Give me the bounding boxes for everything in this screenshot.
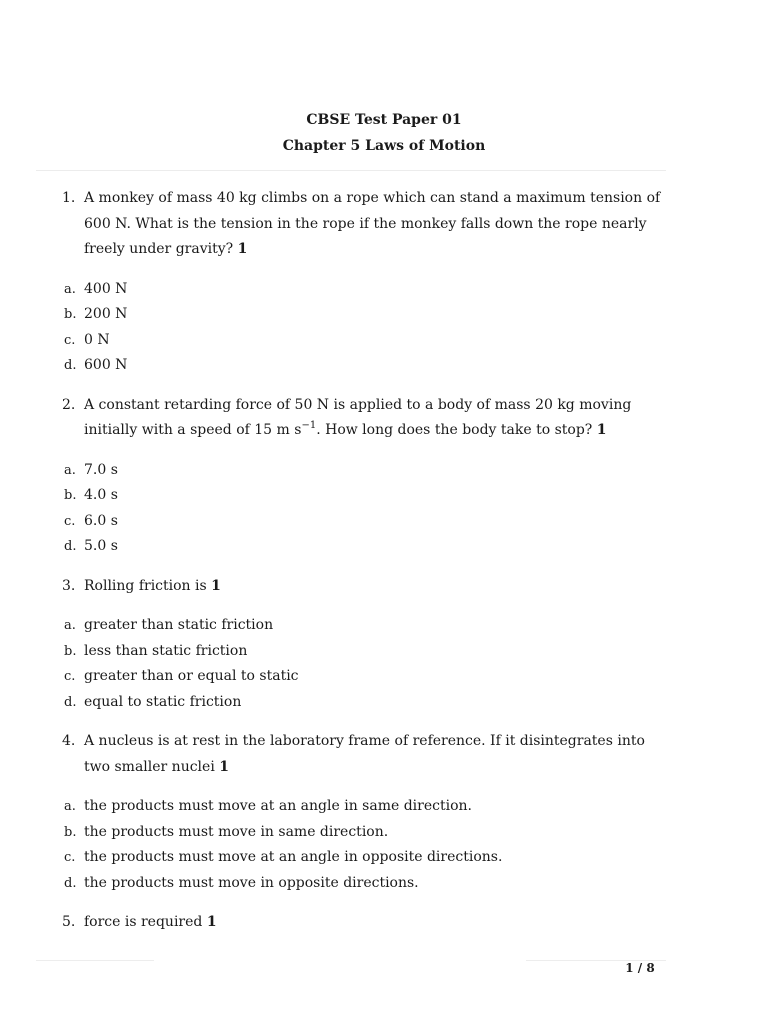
- option-text: 600 N: [84, 357, 128, 373]
- option-text: 200 N: [84, 306, 128, 322]
- option-letter: d.: [64, 875, 77, 891]
- page-number: 1 / 8: [625, 961, 655, 975]
- option-c: [62, 509, 662, 535]
- question-text: A monkey of mass 40 kg climbs on a rope which can stand a maximum tension of 600 N. What is the tension in the rope if the monkey falls down the rope nearly freely under gravity?: [84, 190, 661, 257]
- header-divider: [36, 170, 666, 171]
- option-letter: a.: [64, 618, 76, 633]
- question-number: 4.: [62, 733, 76, 749]
- option-letter: b.: [64, 824, 77, 840]
- option-list: [62, 794, 662, 896]
- option-a: [62, 277, 662, 303]
- option-b: [62, 820, 662, 846]
- option-text: the products must move at an angle in same direction.: [84, 798, 472, 814]
- marks-label: 1: [219, 758, 229, 775]
- option-d: [62, 353, 662, 379]
- option-b: [62, 639, 662, 665]
- question-text-end: . How long does the body take to stop?: [316, 422, 593, 438]
- option-letter: d.: [64, 694, 77, 710]
- option-text: the products must move in opposite directions.: [84, 874, 419, 891]
- question-number: 2.: [62, 396, 76, 413]
- question-number: 5.: [62, 914, 76, 930]
- option-letter: c.: [64, 669, 76, 684]
- footer-rule-left: [36, 960, 154, 961]
- option-c: [62, 328, 662, 354]
- option-text: the products must move in same direction.: [84, 823, 389, 840]
- question-1: [62, 186, 662, 379]
- option-letter: a.: [64, 462, 76, 478]
- question-text: force is required: [84, 914, 203, 930]
- question-number: 3.: [62, 577, 76, 594]
- option-a: [62, 613, 662, 639]
- option-text: greater than or equal to static: [84, 668, 299, 684]
- option-d: [62, 690, 662, 716]
- option-text: equal to static friction: [84, 693, 242, 710]
- question-text: Rolling friction is: [84, 577, 207, 594]
- option-b: [62, 302, 662, 328]
- option-letter: b.: [64, 488, 77, 503]
- option-text: 6.0 s: [84, 512, 118, 529]
- option-letter: a.: [64, 281, 76, 297]
- option-letter: c.: [64, 513, 76, 529]
- option-list: [62, 277, 662, 379]
- question-2: [62, 393, 662, 560]
- option-letter: c.: [64, 850, 76, 865]
- option-a: [62, 794, 662, 820]
- question-text: A constant retarding force of 50 N is applied to a body of mass 20 kg moving initially with a speed of 15 m s: [84, 396, 632, 438]
- marks-label: 1: [206, 914, 217, 930]
- paper-header: [0, 107, 768, 159]
- option-text: the products must move at an angle in opposite directions.: [84, 849, 503, 865]
- option-d: [62, 534, 662, 560]
- chapter-title: Chapter 5 Laws of Motion: [282, 138, 486, 154]
- option-c: [62, 664, 662, 690]
- option-text: 400 N: [84, 280, 128, 297]
- option-list: [62, 458, 662, 560]
- option-c: [62, 845, 662, 871]
- question-5: [62, 910, 662, 936]
- option-b: [62, 483, 662, 509]
- option-text: 0 N: [84, 331, 110, 348]
- option-text: 5.0 s: [84, 538, 118, 554]
- option-letter: c.: [64, 332, 76, 348]
- unit-exponent: −1: [301, 420, 317, 431]
- marks-label: 1: [211, 577, 221, 594]
- option-letter: d.: [64, 358, 77, 373]
- option-a: [62, 458, 662, 484]
- question-text: A nucleus is at rest in the laboratory frame of reference. If it disintegrates into two smaller nuclei: [84, 733, 645, 775]
- option-text: 4.0 s: [84, 487, 118, 503]
- question-4: [62, 729, 662, 896]
- question-list: [62, 186, 662, 936]
- option-text: less than static friction: [84, 642, 248, 659]
- option-letter: d.: [64, 539, 77, 554]
- paper-title: CBSE Test Paper 01: [306, 112, 462, 128]
- question-number: 1.: [62, 190, 76, 206]
- option-d: [62, 871, 662, 897]
- option-text: greater than static friction: [84, 617, 274, 633]
- question-3: [62, 574, 662, 716]
- option-letter: b.: [64, 307, 77, 322]
- option-list: [62, 613, 662, 715]
- option-text: 7.0 s: [84, 461, 118, 478]
- marks-label: 1: [596, 422, 607, 438]
- option-letter: b.: [64, 643, 77, 659]
- marks-label: 1: [237, 241, 248, 257]
- option-letter: a.: [64, 799, 76, 814]
